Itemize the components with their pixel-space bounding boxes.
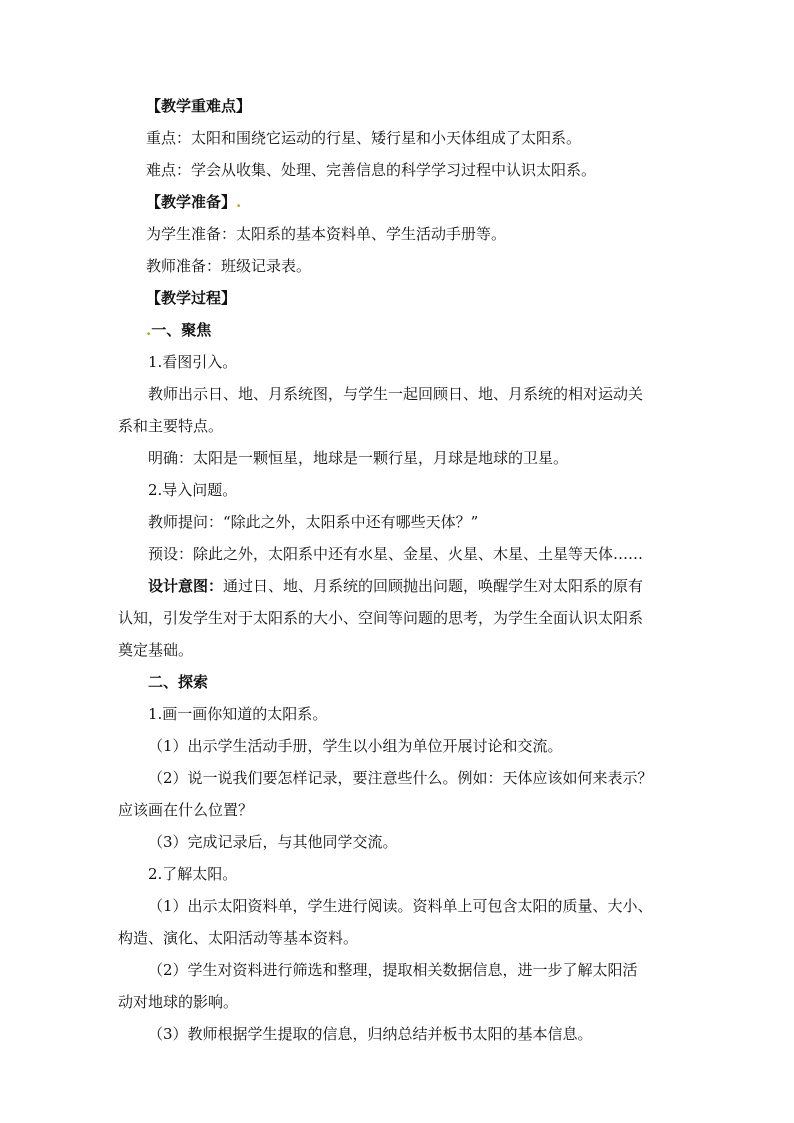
paragraph-line: 系和主要特点。	[118, 417, 224, 435]
step-intro-picture: 1.看图引入。	[148, 353, 238, 371]
subsection-heading-focus: .一、聚焦	[146, 321, 212, 339]
list-item-continuation: 动对地球的影响。	[118, 993, 239, 1011]
design-intent-line	[148, 576, 728, 596]
difficulty-line: 难点：学会从收集、处理、完善信息的科学学习过程中认识太阳系。	[146, 161, 597, 179]
list-item-continuation: 应该画在什么位置？	[118, 801, 254, 819]
teacher-question-line: 教师提问：“除此之外，太阳系中还有哪些天体？”	[148, 513, 479, 531]
list-item: （1）出示学生活动手册，学生以小组为单位开展讨论和交流。	[148, 737, 563, 755]
paragraph-line: 认知，引发学生对于太阳系的大小、空间等问题的思考，为学生全面认识太阳系	[118, 609, 644, 627]
paragraph-line: 教师出示日、地、月系统图，与学生一起回顾日、地、月系统的相对运动关	[148, 385, 644, 403]
section-heading-key-points: 【教学重难点】	[146, 97, 252, 115]
section-heading-process: 【教学过程】	[146, 289, 237, 307]
list-item-continuation: 构造、演化、太阳活动等基本资料。	[118, 929, 359, 947]
design-intent-text: 通过日、地、月系统的回顾抛出问题，唤醒学生对太阳系的原有	[223, 577, 644, 595]
step-draw-solar-system: 1.画一画你知道的太阳系。	[148, 705, 328, 723]
paragraph-line: 奠定基础。	[118, 641, 194, 659]
step-learn-sun: 2.了解太阳。	[148, 865, 238, 883]
key-point-line: 重点：太阳和围绕它运动的行星、矮行星和小天体组成了太阳系。	[146, 129, 582, 147]
design-intent-label: 设计意图：	[148, 577, 224, 595]
list-item: （3）教师根据学生提取的信息，归纳总结并板书太阳的基本信息。	[148, 1025, 593, 1043]
teacher-preparation-line: 教师准备：班级记录表。	[146, 257, 312, 275]
list-item: （2）学生对资料进行筛选和整理，提取相关数据信息，进一步了解太阳活	[148, 961, 638, 979]
highlight-mark: .	[236, 193, 242, 211]
clarification-line: 明确：太阳是一颗恒星，地球是一颗行星，月球是地球的卫星。	[148, 449, 569, 467]
student-preparation-line: 为学生准备：太阳系的基本资料单、学生活动手册等。	[146, 225, 507, 243]
list-item: （2）说一说我们要怎样记录，要注意些什么。例如：天体应该如何来表示？	[148, 769, 653, 787]
list-item: （1）出示太阳资料单，学生进行阅读。资料单上可包含太阳的质量、大小、	[148, 897, 653, 915]
step-question: 2.导入问题。	[148, 481, 238, 499]
section-heading-preparation: 【教学准备】.	[146, 193, 242, 211]
highlight-mark: .	[146, 321, 152, 339]
list-item: （3）完成记录后，与其他同学交流。	[148, 833, 398, 851]
subsection-heading-explore: 二、探索	[148, 673, 209, 691]
expected-answer-line: 预设：除此之外，太阳系中还有水星、金星、火星、木星、土星等天体……	[148, 545, 644, 563]
